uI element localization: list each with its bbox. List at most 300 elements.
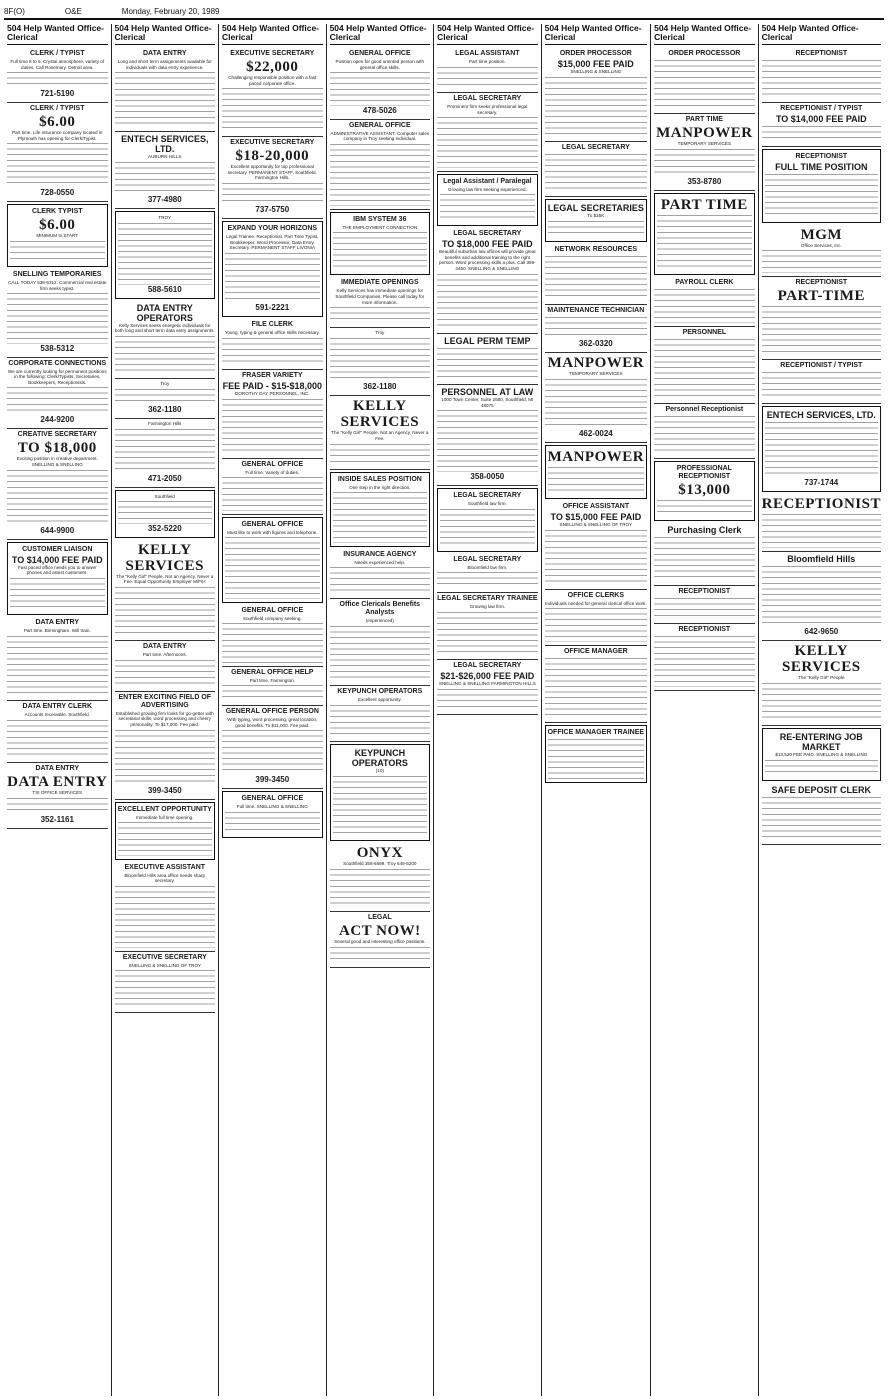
ad-phone: 737-5750 [255, 205, 290, 215]
classified-ad [545, 142, 648, 197]
ad-body: 1000 Town Center, Suite 2580, Southfield, MI 48075 [441, 397, 534, 408]
ad-fine-print [115, 429, 216, 474]
ad-body: Kelly Services seeks energetic individuals for both long and short term data entry assignments. [114, 322, 215, 334]
ad-body: Southfield [154, 493, 175, 499]
ad-headline: DATA ENTRY OPERATORS [136, 302, 193, 323]
ad-title: FILE CLERK [251, 321, 293, 329]
ad-title: LEGAL SECRETARY [453, 491, 522, 499]
ad-fine-print [762, 126, 881, 143]
ad-fine-print [118, 501, 213, 523]
ad-fine-print [762, 514, 881, 548]
ad-title: SNELLING TEMPORARIES [12, 270, 102, 278]
ad-body: Part time position. [468, 59, 506, 64]
classified-ad [115, 802, 216, 860]
ad-phone: 362-0320 [578, 338, 613, 348]
ad-body: $13,520 FEE PAID. SNELLING & SNELLING [775, 752, 868, 758]
ad-phone: 644-9900 [40, 525, 75, 535]
classified-ad [654, 193, 755, 275]
ad-title: CREATIVE SECRETARY [17, 431, 97, 439]
ad-body: Bloomfield Hills area office needs sharp secretary. [124, 872, 206, 884]
ad-title: GENERAL OFFICE [348, 50, 411, 57]
ad-fine-print [7, 143, 108, 188]
ad-phone: 362-1180 [363, 382, 397, 392]
ad-body: We are currently looking for permanent positions in the following: Clerk/Typists, Secretaries, Bookkeepers, Receptionists. [7, 368, 107, 385]
classified-ad [762, 552, 881, 642]
ad-fine-print [330, 947, 431, 964]
ad-body: Farmington Hills [148, 421, 182, 427]
ad-fine-print [330, 307, 431, 324]
classified-ad [437, 593, 538, 660]
classified-column [219, 24, 327, 1396]
ad-title: PROFESSIONAL RECEPTIONIST [676, 465, 732, 481]
ad-title: RECEPTIONIST [795, 50, 848, 57]
ad-title: LEGAL SECRETARY [453, 94, 522, 102]
ad-headline: Purchasing Clerk [667, 525, 742, 536]
classified-ad [545, 725, 648, 782]
classified-ad [222, 319, 323, 370]
ad-body: Southfield 358-6699. Troy 649-5200 [343, 861, 417, 867]
classified-ad [654, 586, 755, 624]
ad-headline: MANPOWER [547, 448, 645, 465]
ad-body: Excellent opportunity for top professional secretary. PERMANENT STAFF. Southfield. Farmington Hills. [227, 163, 317, 181]
ad-title: PERSONNEL [682, 328, 727, 336]
ad-headline: $15,000 FEE PAID [557, 59, 634, 69]
ad-fine-print [10, 241, 105, 263]
ad-body: Needs experienced help. [354, 559, 406, 565]
classified-ad [545, 590, 648, 646]
ad-body: Southfield company seeking. [242, 615, 302, 621]
ad-fine-print [654, 537, 755, 582]
ad-phone: 737-1744 [804, 478, 839, 488]
ad-fine-print [762, 250, 881, 272]
ad-fine-print [333, 776, 428, 838]
ad-fine-print [437, 348, 538, 382]
classified-ad [330, 744, 431, 841]
ad-phone: 353-8780 [687, 176, 722, 186]
classified-ad [762, 225, 881, 277]
ad-phone: 462-0024 [578, 428, 613, 438]
ad-headline: Bloomfield Hills [787, 553, 856, 564]
ad-headline: TO $18,000 FEE PAID [441, 239, 533, 250]
classified-ad [654, 48, 755, 114]
ad-body: SNELLING & SNELLING OF TROY [128, 962, 202, 968]
ad-fine-print [765, 174, 878, 219]
ad-title: CUSTOMER LIAISON [22, 545, 93, 553]
ad-title: RECEPTIONIST / TYPIST [780, 105, 863, 113]
ad-fine-print [654, 416, 755, 455]
ad-title: DATA ENTRY [142, 643, 187, 651]
ad-fine-print [330, 72, 431, 106]
classified-ad [115, 379, 216, 419]
ad-body: SNELLING & SNELLING OF TROY [559, 521, 633, 527]
ad-title: LEGAL SECRETARY [561, 144, 630, 152]
ad-fine-print [440, 194, 535, 222]
ad-body: DOROTHY DAY PERSONNEL, INC. [235, 390, 310, 396]
classified-ad [222, 706, 323, 789]
ad-headline: $13,000 [678, 482, 731, 499]
ad-title: GENERAL OFFICE [241, 795, 304, 803]
classified-ad [7, 204, 108, 267]
ad-body: MINIMUM to START [36, 232, 79, 238]
ad-title: RECEPTIONIST [678, 626, 731, 634]
classified-ad [654, 327, 755, 405]
ad-fine-print [654, 598, 755, 620]
ad-fine-print [118, 822, 213, 856]
classified-ad [7, 103, 108, 202]
ad-headline: PERSONNEL AT LAW [441, 387, 534, 398]
ad-fine-print [654, 339, 755, 401]
ad-fine-print [437, 689, 538, 711]
ad-fine-print [7, 293, 108, 343]
ad-body: Part time. Afternoons. [142, 652, 187, 658]
ad-title: LEGAL SECRETARY [453, 662, 522, 670]
classified-columns [4, 24, 884, 1396]
ad-fine-print [222, 338, 323, 366]
ad-body: Immediate full time opening. [136, 814, 194, 820]
classified-ad [222, 221, 323, 317]
ad-fine-print [222, 183, 323, 205]
ad-headline: KEYPUNCH OPERATORS [351, 748, 408, 769]
classified-ad [762, 494, 881, 552]
ad-body: Prominent firm seeks professional legal secretary. [447, 103, 528, 115]
ad-fine-print [10, 578, 105, 612]
ad-title: Personnel Receptionist [665, 406, 744, 414]
ad-body: Growing law firm. [469, 604, 506, 610]
ad-fine-print [330, 567, 431, 595]
classified-ad [437, 48, 538, 93]
ad-body: Legal Trainee, Receptionist, Part Time Typist, Bookkeeper, Word Processor, Data Entry, Secretary. PERMANENT STAFF LIVONIA [226, 234, 319, 251]
ad-fine-print [765, 422, 878, 478]
classified-ad [437, 385, 538, 486]
ad-body: Several good and interesting office positions. [334, 939, 426, 945]
ad-body: Young, typing & general office skills necessary. [224, 330, 320, 336]
ad-title: RECEPTIONIST [795, 152, 848, 160]
ad-title: GENERAL OFFICE PERSON [225, 708, 319, 716]
ad-fine-print [437, 410, 538, 472]
ad-fine-print [437, 612, 538, 657]
ad-fine-print [654, 636, 755, 686]
ad-phone: 399-3450 [147, 785, 182, 795]
ad-body: Southfield law firm. [467, 500, 507, 506]
ad-title: GENERAL OFFICE HELP [231, 668, 314, 676]
ad-phone: 728-0550 [40, 187, 75, 197]
ad-title: EXCELLENT OPPORTUNITY [117, 805, 212, 813]
ad-fine-print [545, 379, 648, 429]
ad-body: Office Services, Inc. [800, 242, 842, 248]
classified-ad [115, 540, 216, 642]
ad-title: IMMEDIATE OPENINGS [340, 279, 419, 287]
ad-title: EXECUTIVE SECRETARY [230, 50, 315, 57]
ad-title: LEGAL [367, 914, 392, 922]
ad-fine-print [330, 705, 431, 739]
ad-phone: 591-2221 [255, 303, 290, 313]
ad-title: Office Clericals Benefits Analysts [339, 601, 421, 617]
ad-fine-print [115, 970, 216, 1009]
ad-body: (experienced) [365, 618, 394, 624]
ad-headline: RE-ENTERING JOB MARKET [779, 732, 863, 753]
ad-body: Must like to work with figures and telephone. [227, 529, 318, 535]
classified-ad [654, 523, 755, 586]
ad-phone: 538-5312 [40, 343, 75, 353]
classified-ad [7, 269, 108, 358]
classified-column [112, 24, 220, 1396]
classified-ad [115, 48, 216, 132]
ad-phone: 588-5610 [147, 284, 182, 294]
ad-title: PAYROLL CLERK [675, 278, 734, 286]
classified-ad [222, 605, 323, 667]
column-heading: 504 Help Wanted Office-Clerical [222, 24, 323, 45]
ad-title: EXECUTIVE ASSISTANT [124, 863, 206, 871]
ad-body: Part time. Farmington. [249, 677, 296, 683]
ad-fine-print [548, 467, 645, 495]
ad-title: OFFICE CLERKS [567, 591, 625, 599]
classified-column [759, 24, 884, 1396]
classified-ad [762, 149, 881, 223]
ad-body: Excellent opportunity. [358, 697, 402, 703]
ad-fine-print [548, 221, 645, 238]
classified-ad [654, 114, 755, 191]
ad-title: FRASER VARIETY [242, 371, 303, 379]
classified-ad [437, 174, 538, 227]
classified-ad [437, 488, 538, 552]
ad-body: ADMINISTRATIVE ASSISTANT. Computer sales company in Troy seeking individual. [330, 130, 430, 142]
ad-fine-print [222, 730, 323, 775]
classified-ad [545, 199, 648, 241]
classified-ad [654, 277, 755, 327]
ad-headline: TO $18,000 [17, 440, 97, 457]
ad-headline: RECEPTIONIST [761, 496, 881, 513]
ad-body: Exciting position in creative department. SNELLING & SNELLING [16, 456, 98, 467]
ad-headline: DATA ENTRY [7, 774, 108, 791]
issue-date: Monday, February 20, 1989 [121, 7, 220, 16]
ad-body: TEMPORARY SERVICES [677, 141, 732, 147]
ad-fine-print [545, 154, 648, 193]
classified-ad [222, 459, 323, 515]
ad-headline: $6.00 [39, 113, 76, 130]
ad-phone: 399-3450 [255, 775, 290, 785]
ad-headline: ACT NOW! [338, 923, 421, 940]
ad-body: Full time. SNELLING & SNELLING [236, 804, 308, 810]
ad-headline: LEGAL SECRETARIES [547, 203, 644, 214]
classified-ad [762, 103, 881, 147]
classified-ad [115, 490, 216, 538]
ad-headline: TO $15,000 FEE PAID [550, 511, 642, 522]
ad-title: MAINTENANCE TECHNICIAN [547, 306, 645, 314]
classified-ad [115, 692, 216, 800]
column-heading: 504 Help Wanted Office-Clerical [330, 24, 431, 45]
ad-headline: $22,000 [246, 59, 299, 75]
ad-body: Bloomfield law firm. [467, 564, 508, 570]
ad-fine-print [654, 289, 755, 323]
ad-title: IBM SYSTEM 36 [353, 215, 407, 223]
ad-title: DATA ENTRY [35, 619, 80, 627]
ad-title: ORDER PROCESSOR [559, 50, 632, 57]
ad-fine-print [657, 215, 752, 271]
ad-headline: ENTECH SERVICES, LTD. [766, 410, 876, 421]
classified-ad [330, 599, 431, 686]
ad-fine-print [222, 623, 323, 662]
ad-fine-print [7, 720, 108, 759]
ad-fine-print [222, 685, 323, 702]
ad-fine-print [437, 274, 538, 330]
classified-ad [222, 48, 323, 137]
classified-ad [545, 501, 648, 590]
classified-ad [330, 686, 431, 742]
classified-ad [115, 862, 216, 952]
ad-body: The "Kelly Girl" People [798, 675, 845, 681]
ad-fine-print [545, 77, 648, 139]
ad-fine-print [762, 683, 881, 722]
classified-ad [330, 48, 431, 120]
classified-ad [330, 472, 431, 547]
ad-title: PART TIME [685, 116, 723, 124]
ad-title: KEYPUNCH OPERATORS [337, 688, 423, 696]
ad-fine-print [118, 223, 213, 285]
classified-ad [654, 624, 755, 690]
ad-fine-print [654, 60, 755, 110]
ad-fine-print [762, 797, 881, 842]
paper-name: O&E [64, 7, 82, 16]
ad-headline: TO $14,000 FEE PAID [11, 554, 103, 565]
ad-fine-print [330, 869, 431, 908]
ad-title: CLERK / TYPIST [30, 104, 85, 112]
ad-fine-print [7, 72, 108, 89]
ad-body: Full time 8 to 5. Crystal atmosphere, variety of duties. Call Rosemary. Detroit area. [10, 59, 105, 70]
ad-phone: 721-5190 [40, 88, 75, 98]
ad-headline: LEGAL PERM TEMP [444, 335, 531, 346]
classified-column [651, 24, 759, 1396]
ad-fine-print [7, 636, 108, 698]
classified-ad [330, 912, 431, 967]
classified-ad [762, 360, 881, 404]
classified-ad [115, 419, 216, 487]
ad-fine-print [333, 232, 428, 271]
ad-phone: 352-5220 [147, 523, 182, 533]
ad-fine-print [765, 760, 878, 777]
ad-fine-print [437, 572, 538, 589]
classified-ad [222, 667, 323, 706]
ad-fine-print [545, 658, 648, 720]
classified-column [4, 24, 112, 1396]
ad-body: Fast paced office needs you to answer phones and assist customers. [17, 564, 97, 576]
page-number: 8F(O) [4, 7, 25, 16]
ad-fine-print [330, 338, 431, 383]
ad-title: LEGAL SECRETARY [453, 555, 522, 563]
classified-ad [7, 617, 108, 701]
ad-body: Position open for good oriented person with general office skills. [335, 59, 425, 70]
ad-title: ORDER PROCESSOR [668, 50, 741, 57]
classified-ad [654, 404, 755, 459]
ad-body: Troy [375, 329, 385, 335]
ad-phone: 642-9650 [804, 627, 839, 637]
ad-body: Individuals needed for general clerical office work. [545, 600, 647, 606]
classified-ad [7, 358, 108, 430]
ad-title: LEGAL SECRETARY TRAINEE [437, 595, 538, 603]
ad-title: EXECUTIVE SECRETARY [122, 953, 207, 961]
ad-headline: MANPOWER [547, 354, 645, 371]
ad-fine-print [545, 256, 648, 301]
ad-body: Accounts receivable. Southfield. [24, 712, 90, 718]
classified-ad [437, 554, 538, 593]
ad-phone: 377-4980 [147, 195, 182, 205]
column-heading: 504 Help Wanted Office-Clerical [545, 24, 648, 45]
ad-headline: PART-TIME [777, 287, 865, 304]
classified-ad [762, 48, 881, 103]
ad-title: CLERK / TYPIST [30, 50, 85, 57]
ad-headline: MGM [800, 226, 843, 243]
ad-fine-print [7, 470, 108, 526]
classified-ad [7, 763, 108, 828]
column-heading: 504 Help Wanted Office-Clerical [115, 24, 216, 45]
ad-title: RECEPTIONIST / TYPIST [780, 362, 863, 370]
ad-title: GENERAL OFFICE [241, 460, 304, 468]
ad-fine-print [115, 660, 216, 688]
ad-headline: $21-$26,000 FEE PAID [440, 671, 535, 682]
classified-ad [437, 228, 538, 333]
classified-column [542, 24, 652, 1396]
ad-fine-print [330, 444, 431, 466]
ad-title: GENERAL OFFICE [241, 606, 304, 614]
ad-headline: SAFE DEPOSIT CLERK [771, 784, 872, 795]
ad-fine-print [115, 72, 216, 128]
ad-fine-print [545, 317, 648, 339]
ad-body: (10) [375, 768, 384, 774]
ad-title: DATA ENTRY [35, 765, 80, 773]
ad-phone: 478-5026 [362, 105, 397, 115]
ad-title: ENTER EXCITING FIELD OF ADVERTISING [118, 693, 212, 709]
classified-ad [7, 429, 108, 539]
ad-body: Full time. Variety of duties. [245, 469, 300, 475]
ad-title: GENERAL OFFICE [348, 121, 411, 129]
ad-title: NETWORK RESOURCES [554, 245, 638, 253]
classified-ad [545, 646, 648, 724]
ad-headline: KELLY SERVICES [782, 643, 861, 676]
column-heading: 504 Help Wanted Office-Clerical [7, 24, 108, 45]
column-heading: 504 Help Wanted Office-Clerical [437, 24, 538, 45]
ad-fine-print [330, 144, 431, 206]
ad-body: Growing law firm seeking experienced. [447, 186, 527, 192]
ad-body: Part time. Birmingham. Will train. [23, 628, 91, 634]
ad-fine-print [437, 117, 538, 167]
classified-ad [437, 93, 538, 172]
ad-body: TROY [158, 215, 172, 221]
classified-ad [437, 334, 538, 386]
classified-ad [330, 212, 431, 276]
ad-body: To $25K [587, 213, 605, 219]
ad-fine-print [654, 149, 755, 177]
ad-body: SNELLING & SNELLING [570, 69, 622, 74]
ad-headline: ONYX [356, 845, 403, 862]
ad-headline: FEE PAID - $15-$18,000 [222, 380, 322, 391]
ad-body: One step in the right direction. [349, 484, 411, 490]
classified-ad [437, 660, 538, 715]
ad-headline: MANPOWER [656, 125, 753, 142]
classified-ad [545, 48, 648, 142]
ad-body: Challenging responsible position with a fast paced corporate office. [228, 75, 317, 86]
ad-body: Long and short term assignments available for individuals with data entry experience. [117, 59, 212, 70]
ad-headline: TO $14,000 FEE PAID [775, 114, 867, 125]
ad-title: Legal Assistant / Paralegal [443, 177, 532, 185]
ad-body: SNELLING & SNELLING FARMINGTON HILLS [438, 681, 536, 687]
classified-ad [330, 328, 431, 396]
ad-headline: PART TIME [660, 196, 748, 213]
classified-ad [7, 48, 108, 103]
ad-title: INSIDE SALES POSITION [337, 475, 422, 483]
ad-body: Part time. Life insurance company located in Plymouth has opening for Clerk/Typist. [12, 129, 103, 141]
classified-ad [330, 120, 431, 210]
ad-fine-print [222, 88, 323, 133]
ad-fine-print [330, 626, 431, 682]
